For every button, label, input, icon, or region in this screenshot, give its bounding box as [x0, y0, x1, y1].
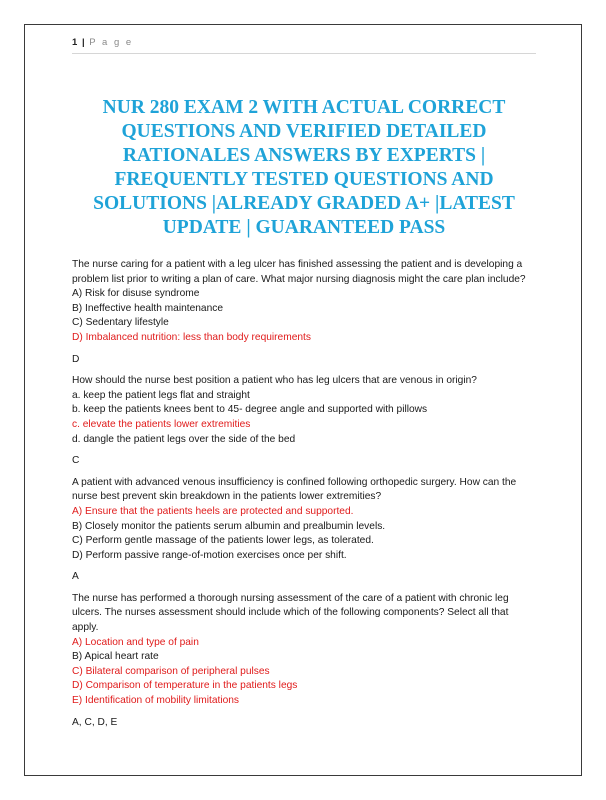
- answer-option: b. keep the patients knees bent to 45- degree angle and supported with pillows: [72, 404, 428, 416]
- document-title: NUR 280 EXAM 2 WITH ACTUAL CORRECT QUESTIONS AND VERIFIED DETAILED RATIONALES ANSWERS BY EXPERTS | FREQUENTLY TESTED QUESTIONS AND SOLUTIONS |ALREADY GRADED A+ |LATEST UPDATE | GUARANTEED PASS: [93, 97, 515, 238]
- answer-option: B) Apical heart rate: [72, 651, 159, 663]
- answer-option: B) Closely monitor the patients serum albumin and prealbumin levels.: [72, 520, 386, 532]
- answer-option: A) Risk for disuse syndrome: [72, 288, 200, 300]
- page-number: 1: [72, 37, 78, 48]
- page-label: P a g e: [89, 37, 134, 48]
- correct-answer-option: C) Bilateral comparison of peripheral pulses: [72, 665, 270, 677]
- answer-option: C) Sedentary lifestyle: [72, 317, 169, 329]
- question-stem: The nurse has performed a thorough nursing assessment of the care of a patient with chronic leg ulcers. The nurses assessment should include which of the following components? Select all that apply.: [72, 592, 509, 634]
- header-separator: |: [81, 37, 85, 48]
- answer-option: D) Perform passive range-of-motion exercises once per shift.: [72, 549, 347, 561]
- answer-key: D: [72, 353, 80, 365]
- correct-answer-option: D) Comparison of temperature in the patients legs: [72, 680, 298, 692]
- answer-option: a. keep the patient legs flat and straight: [72, 389, 250, 401]
- question-stem: The nurse caring for a patient with a leg ulcer has finished assessing the patient and is developing a problem list prior to writing a plan of care. What major nursing diagnosis might the care plan include?: [72, 259, 526, 285]
- answer-key: A, C, D, E: [72, 716, 118, 728]
- correct-answer-option: c. elevate the patients lower extremities: [72, 418, 251, 430]
- correct-answer-option: D) Imbalanced nutrition: less than body requirements: [72, 331, 311, 343]
- question-block: [72, 374, 536, 447]
- answer-option: C) Perform gentle massage of the patients lower legs, as tolerated.: [72, 535, 374, 547]
- question-stem: A patient with advanced venous insufficiency is confined following orthopedic surgery. How can the nurse best prevent skin breakdown in the patients lower extremities?: [72, 476, 517, 503]
- correct-answer-option: A) Location and type of pain: [72, 636, 199, 648]
- correct-answer-option: E) Identification of mobility limitations: [72, 695, 240, 707]
- question-block: [72, 258, 536, 346]
- page-header: [72, 37, 536, 54]
- answer-key: C: [72, 455, 80, 467]
- answer-option: d. dangle the patient legs over the side of the bed: [72, 433, 296, 445]
- question-block: [72, 476, 536, 564]
- document-body: [72, 258, 536, 737]
- answer-option: B) Ineffective health maintenance: [72, 302, 224, 314]
- question-stem: How should the nurse best position a patient who has leg ulcers that are venous in origin?: [72, 375, 477, 387]
- question-block: [72, 592, 536, 709]
- correct-answer-option: A) Ensure that the patients heels are protected and supported.: [72, 505, 354, 517]
- answer-key: A: [72, 571, 79, 583]
